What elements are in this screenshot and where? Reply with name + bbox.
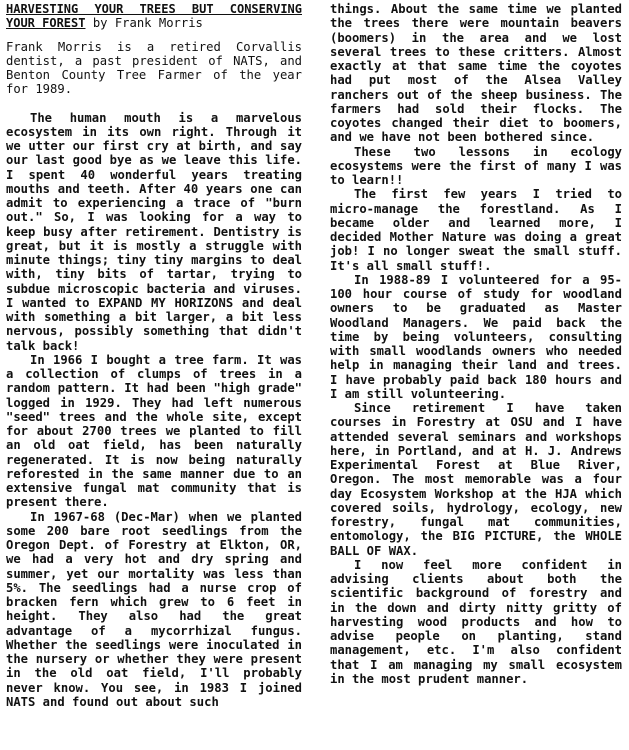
paragraph-7-emphasis-2: WHOLE BALL OF WAX — [330, 529, 622, 558]
title-line — [6, 2, 302, 31]
paragraph-3: In 1967-68 (Dec-Mar) when we planted some 200 bare root seedlings from the Oregon Dept. of Forestry at Elkton, OR, we had a very hot and dry spring and summer, yet our mortality was less than 5%. The seedlings had a nurse crop of bracken fern which grew to 6 feet in height. They also had the great advantage of a mycorrhizal fungus. Whether the seedlings were inoculated in the nursery or whether they were present in the old oat field, I'll probably never know. You see, in 1983 I joined NATS and found out about such — [6, 509, 302, 709]
article-title: HARVESTING YOUR TREES BUT CONSERVING YOUR FOREST — [6, 2, 302, 31]
paragraph-3-continued: things. About the same time we planted the trees there were mountain beavers (boomers) in the area and we lost several trees to these critters. Almost exactly at that same time the coyotes had put most of the Alsea Valley ranchers out of the sheep business. The farmers had sold their flocks. The coyotes changed their diet to boomers, and we have not been bothered since. — [330, 2, 622, 145]
paragraph-6: In 1988-89 I volunteered for a 95-100 hour course of study for woodland owners to be graduated as Master Woodland Managers. We paid back the time by being volunteers, consulting with small woodlands owners who needed help in managing their land and trees. I have probably paid back 180 hours and I am still volunteering. — [330, 272, 622, 401]
paragraph-1-tail: and deal with something a bit larger, a bit less nervous, possibly something that didn't talk back! — [6, 295, 303, 353]
paragraph-1-emphasis: EXPAND MY HORIZONS — [98, 295, 234, 310]
author-intro: Frank Morris is a retired Corvallis dentist, a past president of NATS, and Benton County Tree Farmer of the year for 1989. — [6, 39, 302, 97]
paragraph-7-text: Since retirement I have taken courses in Forestry at OSU and I have attended several seminars and workshops here, in Portland, and at H. J. Andrews Experimental Forest at Blue River, Oregon. The most memorable was a four day Ecosystem Workshop at the HJA which covered soils, hydrology, ecology, new forestry, fungal mat communities, entomology, the — [330, 401, 622, 544]
paragraph-1-text: The human mouth is a marvelous ecosystem in its own right. Through it we utter our first cry at birth, and say our last good bye as we leave this life. I spent 40 wonderful years treating mouths and teeth. After 40 years one can admit to experiencing a trace of "burn out." So, I was looking for a way to keep busy after retirement. Dentistry is great, but it is mostly a struggle with minute things; tiny tiny margins to deal with, tiny bits of tartar, trying to subdue microscopic bacteria and viruses. I wanted to — [6, 110, 302, 310]
paragraph-1 — [6, 111, 302, 353]
right-column — [330, 2, 622, 686]
left-column — [6, 2, 302, 709]
paragraph-8: I now feel more confident in advising clients about both the scientific background of forestry and in the down and dirty nitty gritty of harvesting wood products and how to advise people on planting, stand management, etc. I'm also confident that I am managing my small ecosystem in the most prudent manner. — [330, 557, 622, 686]
paragraph-7-emphasis-1: BIG PICTURE — [452, 529, 537, 544]
paragraph-4: These two lessons in ecology ecosystems were the first of many I was to learn!! — [330, 144, 622, 187]
paragraph-5: The first few years I tried to micro-manage the forestland. As I became older and learned more, I decided Mother Nature was doing a great job! I no longer sweat the small stuff. It's all small stuff!. — [330, 187, 622, 273]
paragraph-7-mid: , the — [536, 529, 586, 544]
article-byline: by Frank Morris — [85, 16, 203, 31]
paragraph-7-end: . — [410, 543, 419, 558]
paragraph-2: In 1966 I bought a tree farm. It was a collection of clumps of trees in a random pattern. It had been "high grade" logged in 1929. They had left numerous "seed" trees and the whole site, except for about 2700 trees we planted to fill an old oat field, has been naturally regenerated. It is now being naturally reforested in the same manner due to an extensive fungal mat community that is present there. — [6, 352, 302, 510]
paragraph-7 — [330, 401, 622, 558]
